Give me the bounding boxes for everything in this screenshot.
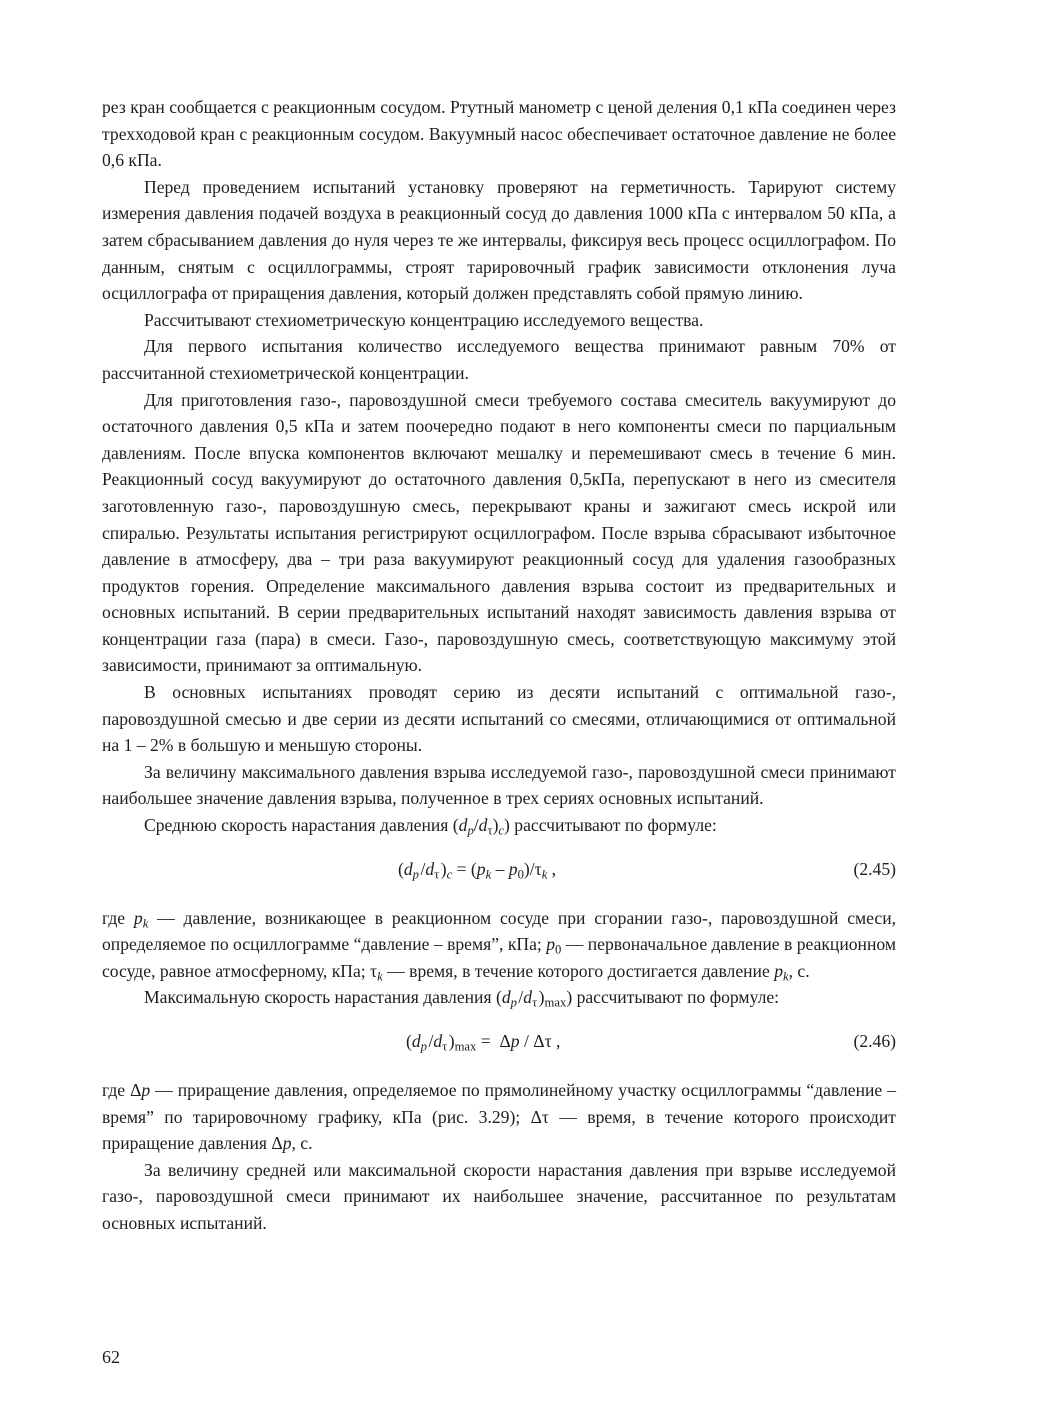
- text-run: — давление, возникающее в реакционном сосуде при сгорании газо-, паровоздушной смеси, определяемое по осциллограмме “давление – время”, кПа;: [102, 907, 897, 955]
- symbol-delta-p: Δp: [130, 1080, 151, 1100]
- paragraph-average-rate-intro: [102, 812, 896, 839]
- equation-number: (2.45): [853, 858, 896, 879]
- text-run: где: [102, 1080, 131, 1100]
- formula-expression: ($d_p$ $/d_\tau$ )$_{max} = \Delta p / \Delta\tau$ ,: [406, 1031, 561, 1054]
- text-run: Максимальную скорость нарастания давления (: [144, 987, 502, 1008]
- paragraph-2: Перед проведением испытаний установку проверяют на герметичность. Тарируют систему измерения давления подачей воздуха в реакционный сосуд до давления 1000 кПа с интервалом 50 кПа, а затем сбрасыванием давления до нуля через те же интервалы, фиксируя весь процесс осциллографом. По данным, снятым с осциллограммы, строят тарировочный график зависимости отклонения луча осциллографа от приращения давления, который должен представлять собой прямую линию.: [102, 176, 896, 304]
- paragraph-7: За величину максимального давления взрыва исследуемой газо-, паровоздушной смеси принимают наибольшее значение давления взрыва, полученное в трех сериях основных испытаний.: [102, 761, 896, 809]
- equation-number: (2.46): [853, 1031, 896, 1051]
- paragraph-final: За величину средней или максимальной скорости нарастания давления при взрыве исследуемой газо-, паровоздушной смеси принимают их наибольшее значение, рассчитанное по результатам основных испытаний.: [102, 1159, 896, 1233]
- paragraph-delta-p-definition: [102, 1077, 896, 1157]
- formula-2-46: [102, 1018, 896, 1066]
- text-run: , с.: [788, 960, 810, 981]
- symbol-pk: $p_k$: [133, 907, 149, 931]
- formula-2-45: [102, 846, 896, 894]
- paragraph-max-rate-intro: [102, 984, 896, 1011]
- paragraph-5: Для приготовления газо-, паровоздушной смеси требуемого состава смеситель вакуумируют до остаточного давления 0,5 кПа и затем поочередно подают в него компоненты смеси по парциальным давлениям. После впуска компонентов включают мешалку и перемешивают смесь в течение 6 мин. Реакционный сосуд вакуумируют до остаточного давления 0,5кПа, перепускают в него из смесителя заготовленную газо-, паровоздушную смесь, перекрывают краны и зажигают смесь искрой или спиралью. Результаты испытания регистрируют осциллографом. После взрыва сбрасывают избыточное давление в атмосферу, два – три раза вакуумируют реакционный сосуд для удаления газообразных продуктов горения. Определение максимального давления взрыва состоит из предварительных и основных испытаний. В серии предварительных испытаний находят зависимость давления взрыва от концентрации газа (пара) в смеси. Газо-, паровоздушную смесь, соответствующую максимуму этой зависимости, принимают за оптимальную.: [102, 389, 896, 676]
- symbol-delta-tau: Δτ: [530, 1106, 549, 1127]
- paragraph-1: рез кран сообщается с реакционным сосудом. Ртутный манометр с ценой деления 0,1 кПа соединен через трехходовой кран с реакционным сосудом. Вакуумный насос обеспечивает остаточное давление не более 0,6 кПа.: [102, 97, 896, 171]
- symbol-tau-k: $\tau_k$: [370, 960, 383, 984]
- text-run: где: [102, 907, 134, 928]
- formula-expression: ($d_p$ $/d_\tau$ )$_c = (p_k - p_0)/\tau_k$ ,: [398, 858, 557, 882]
- text-run: ) рассчитывают по формуле:: [566, 987, 780, 1008]
- symbol-p0: $p_0$: [546, 934, 562, 957]
- paragraph-4: Для первого испытания количество исследуемого вещества принимают равным 70% от рассчитанной стехиометрической концентрации.: [102, 336, 896, 383]
- text-run: ) рассчитывают по формуле:: [504, 815, 717, 836]
- text-run: , с.: [291, 1133, 313, 1154]
- paragraph-3: Рассчитывают стехиометрическую концентрацию исследуемого вещества.: [144, 309, 704, 330]
- page-content: [102, 94, 896, 1237]
- text-run: Среднюю скорость нарастания давления (: [144, 815, 459, 836]
- symbol-delta-p: Δp: [271, 1133, 292, 1154]
- paragraph-6: В основных испытаниях проводят серию из десяти испытаний с оптимальной газо-, паровоздушной смесью и две серии из десяти испытаний со смесями, отличающимися от оптимальной на 1 – 2% в большую и меньшую стороны.: [102, 682, 896, 756]
- text-run: — время, в течение которого происходит приращение давления: [102, 1106, 896, 1154]
- symbol-rate-max: $d_p$ $/d_\tau$ )$_{max}$: [501, 987, 567, 1010]
- symbol-rate-c: $d_p/d_\tau)_c$: [458, 815, 505, 838]
- symbol-pk: $p_k$: [774, 960, 789, 984]
- text-run: — приращение давления, определяемое по прямолинейному участку осциллограммы “давление – время” по тарировочному графику, кПа (рис. 3.29);: [102, 1080, 896, 1127]
- paragraph-pk-definition: [102, 905, 896, 985]
- text-run: — первоначальное давление в реакционном сосуде, равное атмосферному, кПа;: [102, 934, 896, 981]
- page-number: 62: [102, 1347, 120, 1367]
- text-run: — время, в течение которого достигается давление: [382, 960, 775, 981]
